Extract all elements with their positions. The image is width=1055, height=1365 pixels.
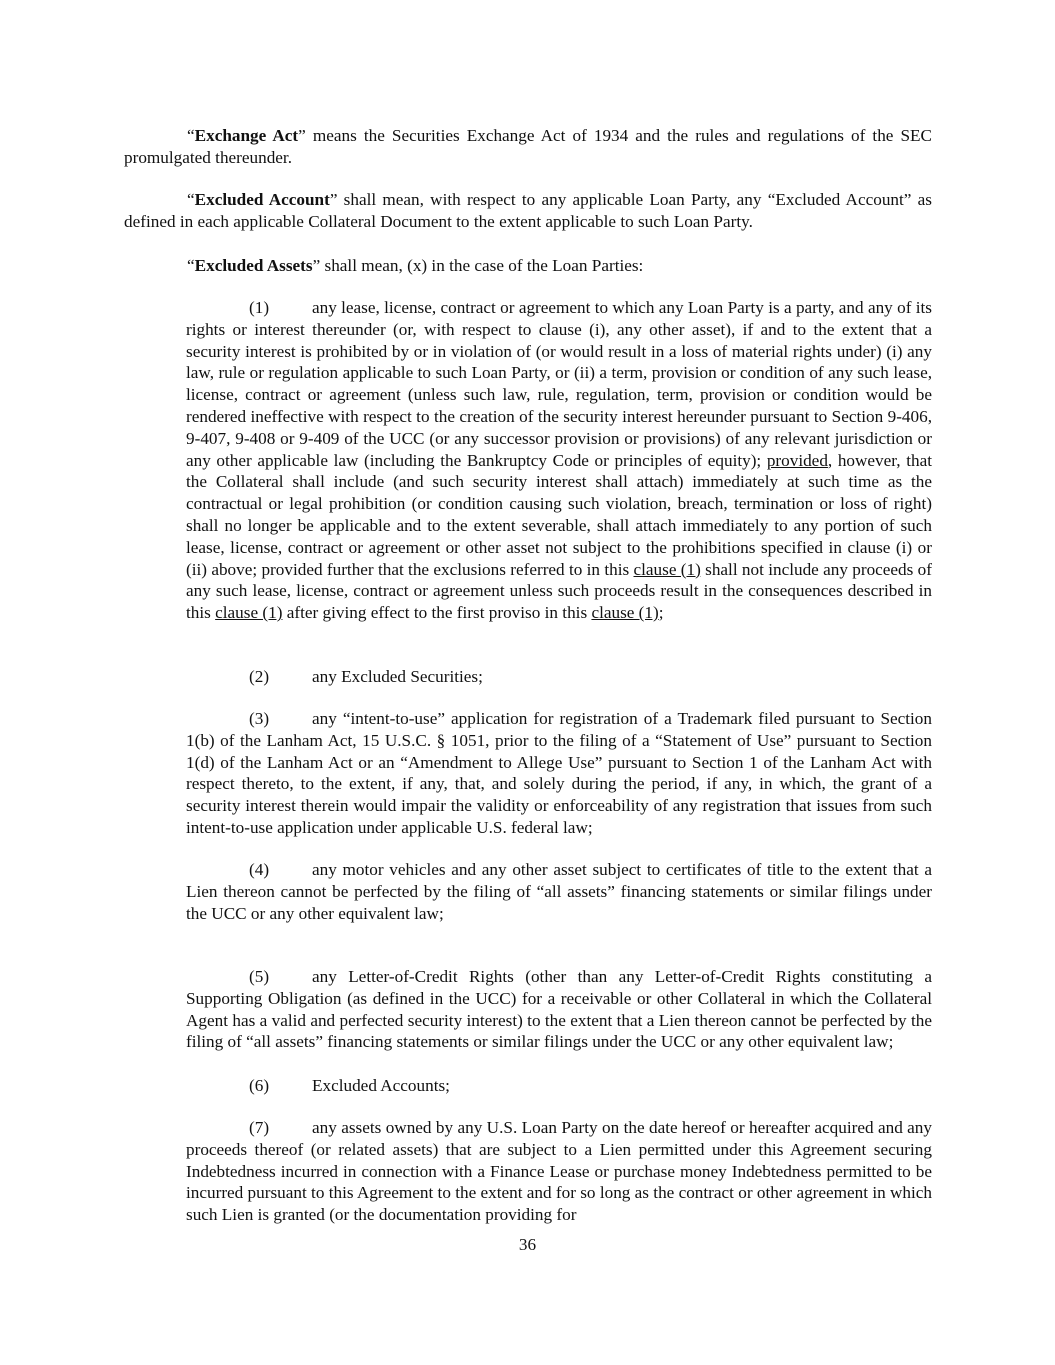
definition-excluded-account: [124, 189, 932, 233]
clause-5: [186, 966, 932, 1053]
clause-text: Excluded Accounts;: [312, 1076, 450, 1095]
page-number: 36: [518, 1235, 537, 1254]
clause-number: (1): [249, 298, 270, 317]
clause-4: [186, 859, 932, 924]
provided-underlined: provided: [766, 450, 828, 470]
clause-number: (3): [249, 709, 270, 728]
open-quote: “: [187, 256, 195, 275]
definition-text: ” shall mean, (x) in the case of the Loan Parties:: [312, 256, 644, 275]
definition-exchange-act: [124, 125, 932, 169]
clause-number: (2): [249, 667, 270, 686]
clause-1: [186, 297, 932, 624]
clause-text: after giving effect to the first proviso in this: [282, 603, 592, 623]
clause-2: [186, 666, 932, 688]
clause-number: (7): [249, 1118, 270, 1137]
clause-text: any Letter-of-Credit Rights (other than any Letter-of-Credit Rights constituting a Supporting Obligation (as defined in the UCC) for a receivable or other Collateral in which the Collateral Agent has a valid and perfected security interest) to the extent that a Lien thereon cannot be perfected by the filing of “all assets” financing statements or similar filings under the UCC or any other equivalent law;: [186, 967, 932, 1052]
clause-text: any lease, license, contract or agreement to which any Loan Party is a party, and any of its rights or interest thereunder (or, with respect to clause (i), any other asset), if and to the extent that a security interest is prohibited by or in violation of (or would result in a loss of material rights under) (i) any law, rule or regulation applicable to such Loan Party, or (ii) a term, provision or condition of any such lease, license, contract or agreement (unless such law, rule, regulation, term, provision or condition would be rendered ineffective with respect to the creation of the security interest hereunder pursuant to Section 9-406, 9-407, 9-408 or 9-409 of the UCC (or any successor provision or provisions) of any relevant jurisdiction or any other applicable law (including the Bankruptcy Code or principles of equity);: [186, 298, 932, 470]
clause-text: , however, that the Collateral shall include (and such security interest shall attach) immediately at such time as the contractual or legal prohibition (or condition causing such violation, breach, termination or loss of right) shall no longer be applicable and to the extent severable, shall attach immediately to any portion of such lease, license, contract or agreement or other asset not subject to the prohibitions specified in clause (i) or (ii) above; provided further that the exclusions referred to in this: [186, 450, 932, 579]
clause-text: any assets owned by any U.S. Loan Party on the date hereof or hereafter acquired and any proceeds thereof (or related assets) that are subject to a Lien permitted under this Agreement securing Indebtedness incurred in connection with a Finance Lease or purchase money Indebtedness permitted to be incurred pursuant to this Agreement to the extent and for so long as the contract or other agreement in which such Lien is granted (or the documentation providing for: [186, 1118, 932, 1225]
clause-number: (4): [249, 860, 270, 879]
defined-term: Excluded Account: [194, 190, 330, 209]
clause-number: (5): [249, 967, 270, 986]
clause-reference: clause (1): [591, 603, 659, 623]
clause-3: [186, 708, 932, 839]
clause-reference: clause (1): [633, 559, 701, 579]
clause-7: [186, 1117, 932, 1226]
open-quote: “: [187, 126, 195, 145]
clause-text: any Excluded Securities;: [312, 667, 483, 686]
definition-excluded-assets: [124, 255, 932, 277]
clause-text: any motor vehicles and any other asset subject to certificates of title to the extent that a Lien thereon cannot be perfected by the filing of “all assets” financing statements or similar filings under the UCC or any other equivalent law;: [186, 860, 932, 923]
open-quote: “: [187, 190, 195, 209]
clause-text: any “intent-to-use” application for registration of a Trademark filed pursuant to Section 1(b) of the Lanham Act, 15 U.S.C. § 1051, prior to the filing of a “Statement of Use” pursuant to Section 1(d) of the Lanham Act or an “Amendment to Allege Use” pursuant to Section 1 of the Lanham Act with respect thereto, to the extent, if any, that, and solely during the period, if any, in which, the grant of a security interest therein would impair the validity or enforceability of any registration that issues from such intent-to-use application under applicable U.S. federal law;: [186, 709, 932, 837]
clause-reference: clause (1): [215, 603, 283, 623]
clause-6: [186, 1075, 932, 1097]
defined-term: Excluded Assets: [194, 256, 313, 275]
clause-number: (6): [249, 1076, 270, 1095]
definition-text: ” means the Securities Exchange Act of 1934 and the rules and regulations of the SEC promulgated thereunder.: [124, 126, 933, 167]
clause-text: ;: [658, 603, 664, 623]
clause-text: shall not include any proceeds of any such lease, license, contract or agreement unless such proceeds result in the consequences described in this: [186, 559, 932, 623]
defined-term: Exchange Act: [194, 126, 299, 145]
definition-text: ” shall mean, with respect to any applicable Loan Party, any “Excluded Account” as defined in each applicable Collateral Document to the extent applicable to such Loan Party.: [124, 190, 932, 231]
